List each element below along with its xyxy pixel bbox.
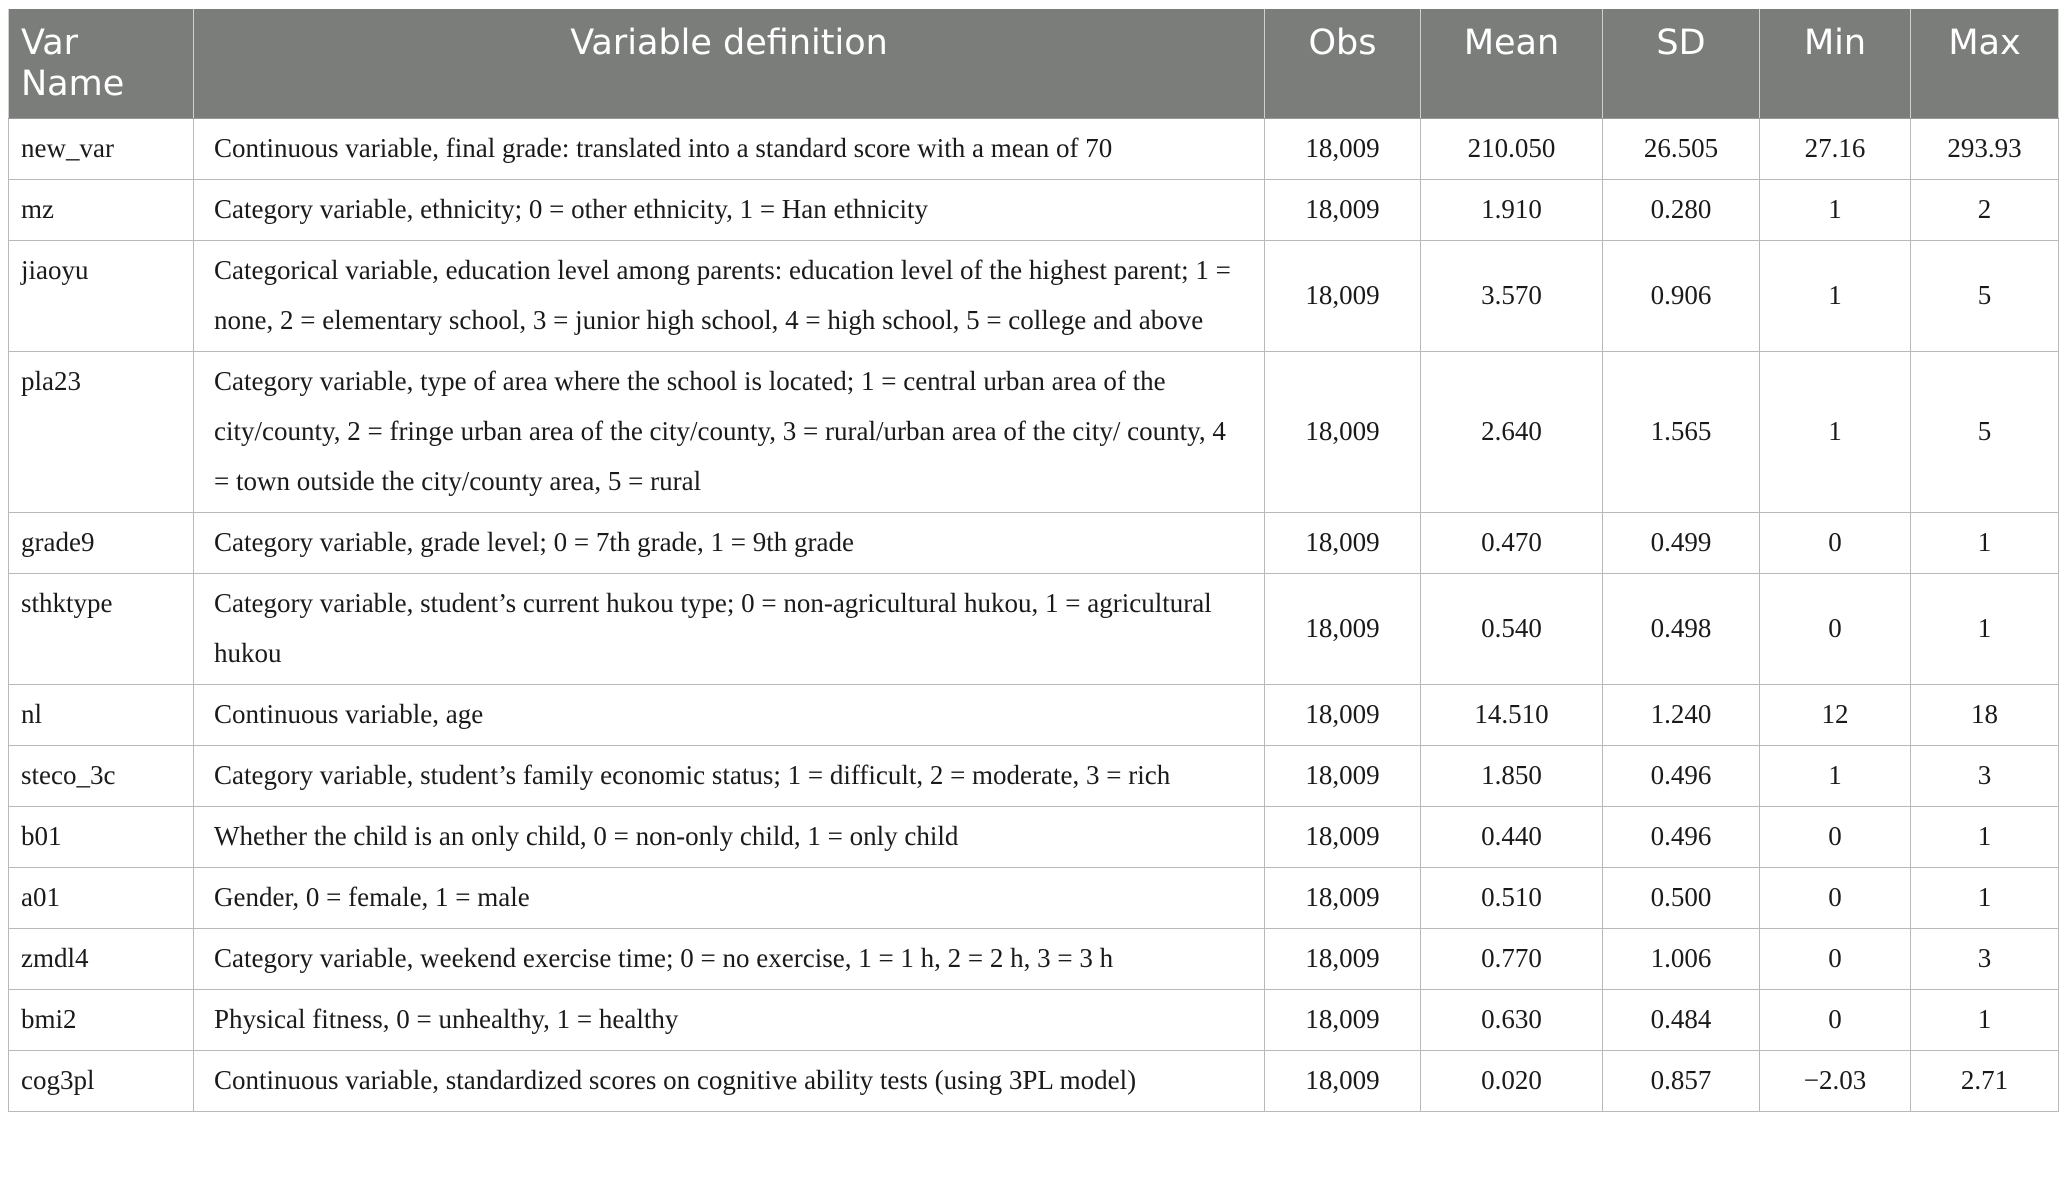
cell-var-name: a01: [9, 867, 194, 928]
cell-variable-definition: Gender, 0 = female, 1 = male: [194, 867, 1265, 928]
cell-sd: 0.496: [1603, 806, 1760, 867]
cell-variable-definition: Category variable, type of area where the school is located; 1 = central urban area of the city/county, 2 = fringe urban area of the city/county, 3 = rural/urban area of the city/ county, 4 = town outside the city/county area, 5 = rural: [194, 351, 1265, 512]
table-row: [9, 928, 2059, 989]
cell-variable-definition: Category variable, student’s current hukou type; 0 = non-agricultural hukou, 1 = agricultural hukou: [194, 573, 1265, 684]
cell-obs: 18,009: [1265, 179, 1421, 240]
cell-max: 5: [1911, 351, 2059, 512]
cell-sd: 1.006: [1603, 928, 1760, 989]
cell-min: 0: [1760, 867, 1911, 928]
cell-max: 1: [1911, 867, 2059, 928]
cell-obs: 18,009: [1265, 512, 1421, 573]
cell-min: −2.03: [1760, 1050, 1911, 1111]
cell-variable-definition: Whether the child is an only child, 0 = non-only child, 1 = only child: [194, 806, 1265, 867]
cell-mean: 14.510: [1421, 684, 1603, 745]
cell-variable-definition: Category variable, grade level; 0 = 7th grade, 1 = 9th grade: [194, 512, 1265, 573]
cell-max: 1: [1911, 989, 2059, 1050]
cell-variable-definition: Category variable, student’s family economic status; 1 = difficult, 2 = moderate, 3 = rich: [194, 745, 1265, 806]
cell-mean: 1.910: [1421, 179, 1603, 240]
cell-mean: 0.770: [1421, 928, 1603, 989]
table-header: [9, 9, 2059, 118]
cell-sd: 0.496: [1603, 745, 1760, 806]
cell-variable-definition: Continuous variable, final grade: translated into a standard score with a mean of 70: [194, 118, 1265, 179]
table-row: [9, 240, 2059, 351]
cell-variable-definition: Categorical variable, education level among parents: education level of the highest parent; 1 = none, 2 = elementary school, 3 = junior high school, 4 = high school, 5 = college and above: [194, 240, 1265, 351]
cell-variable-definition: Physical fitness, 0 = unhealthy, 1 = healthy: [194, 989, 1265, 1050]
cell-var-name: sthktype: [9, 573, 194, 684]
table-row: [9, 806, 2059, 867]
cell-obs: 18,009: [1265, 745, 1421, 806]
header-min: Min: [1760, 9, 1911, 118]
cell-obs: 18,009: [1265, 928, 1421, 989]
table-row: [9, 867, 2059, 928]
cell-max: 3: [1911, 928, 2059, 989]
cell-max: 1: [1911, 806, 2059, 867]
cell-min: 1: [1760, 179, 1911, 240]
cell-var-name: steco_3c: [9, 745, 194, 806]
cell-mean: 2.640: [1421, 351, 1603, 512]
cell-obs: 18,009: [1265, 989, 1421, 1050]
cell-var-name: new_var: [9, 118, 194, 179]
cell-sd: 0.906: [1603, 240, 1760, 351]
table-row: [9, 351, 2059, 512]
cell-obs: 18,009: [1265, 573, 1421, 684]
header-variable-definition: Variable definition: [194, 9, 1265, 118]
cell-var-name: bmi2: [9, 989, 194, 1050]
table-row: [9, 745, 2059, 806]
cell-min: 1: [1760, 351, 1911, 512]
cell-max: 18: [1911, 684, 2059, 745]
table-row: [9, 1050, 2059, 1111]
cell-sd: 0.280: [1603, 179, 1760, 240]
cell-min: 0: [1760, 928, 1911, 989]
cell-obs: 18,009: [1265, 684, 1421, 745]
cell-var-name: pla23: [9, 351, 194, 512]
cell-variable-definition: Continuous variable, age: [194, 684, 1265, 745]
header-obs: Obs: [1265, 9, 1421, 118]
table-row: [9, 684, 2059, 745]
cell-var-name: zmdl4: [9, 928, 194, 989]
cell-mean: 0.630: [1421, 989, 1603, 1050]
cell-max: 3: [1911, 745, 2059, 806]
header-mean: Mean: [1421, 9, 1603, 118]
cell-mean: 0.470: [1421, 512, 1603, 573]
cell-obs: 18,009: [1265, 806, 1421, 867]
cell-max: 1: [1911, 512, 2059, 573]
cell-sd: 0.857: [1603, 1050, 1760, 1111]
cell-variable-definition: Category variable, weekend exercise time; 0 = no exercise, 1 = 1 h, 2 = 2 h, 3 = 3 h: [194, 928, 1265, 989]
variable-table-container: [8, 9, 2058, 1112]
table-row: [9, 989, 2059, 1050]
cell-max: 293.93: [1911, 118, 2059, 179]
cell-max: 5: [1911, 240, 2059, 351]
cell-min: 1: [1760, 745, 1911, 806]
cell-min: 0: [1760, 806, 1911, 867]
cell-sd: 1.240: [1603, 684, 1760, 745]
cell-mean: 0.510: [1421, 867, 1603, 928]
cell-var-name: cog3pl: [9, 1050, 194, 1111]
cell-min: 27.16: [1760, 118, 1911, 179]
cell-obs: 18,009: [1265, 867, 1421, 928]
cell-obs: 18,009: [1265, 240, 1421, 351]
cell-min: 0: [1760, 573, 1911, 684]
cell-sd: 26.505: [1603, 118, 1760, 179]
cell-max: 1: [1911, 573, 2059, 684]
cell-mean: 0.440: [1421, 806, 1603, 867]
cell-min: 1: [1760, 240, 1911, 351]
cell-mean: 0.540: [1421, 573, 1603, 684]
cell-var-name: b01: [9, 806, 194, 867]
cell-sd: 1.565: [1603, 351, 1760, 512]
cell-min: 0: [1760, 989, 1911, 1050]
header-sd: SD: [1603, 9, 1760, 118]
cell-obs: 18,009: [1265, 1050, 1421, 1111]
cell-var-name: jiaoyu: [9, 240, 194, 351]
table-row: [9, 179, 2059, 240]
cell-variable-definition: Continuous variable, standardized scores on cognitive ability tests (using 3PL model): [194, 1050, 1265, 1111]
cell-mean: 3.570: [1421, 240, 1603, 351]
table-body: [9, 118, 2059, 1111]
table-row: [9, 512, 2059, 573]
header-var-name: Var Name: [9, 9, 194, 118]
cell-min: 0: [1760, 512, 1911, 573]
header-row: [9, 9, 2059, 118]
cell-min: 12: [1760, 684, 1911, 745]
cell-sd: 0.498: [1603, 573, 1760, 684]
cell-mean: 0.020: [1421, 1050, 1603, 1111]
cell-obs: 18,009: [1265, 351, 1421, 512]
cell-max: 2: [1911, 179, 2059, 240]
cell-mean: 210.050: [1421, 118, 1603, 179]
cell-var-name: grade9: [9, 512, 194, 573]
cell-obs: 18,009: [1265, 118, 1421, 179]
cell-max: 2.71: [1911, 1050, 2059, 1111]
header-max: Max: [1911, 9, 2059, 118]
table-row: [9, 118, 2059, 179]
cell-variable-definition: Category variable, ethnicity; 0 = other ethnicity, 1 = Han ethnicity: [194, 179, 1265, 240]
cell-var-name: mz: [9, 179, 194, 240]
cell-mean: 1.850: [1421, 745, 1603, 806]
cell-sd: 0.500: [1603, 867, 1760, 928]
cell-var-name: nl: [9, 684, 194, 745]
cell-sd: 0.484: [1603, 989, 1760, 1050]
table-row: [9, 573, 2059, 684]
cell-sd: 0.499: [1603, 512, 1760, 573]
variable-definition-table: [8, 9, 2059, 1112]
